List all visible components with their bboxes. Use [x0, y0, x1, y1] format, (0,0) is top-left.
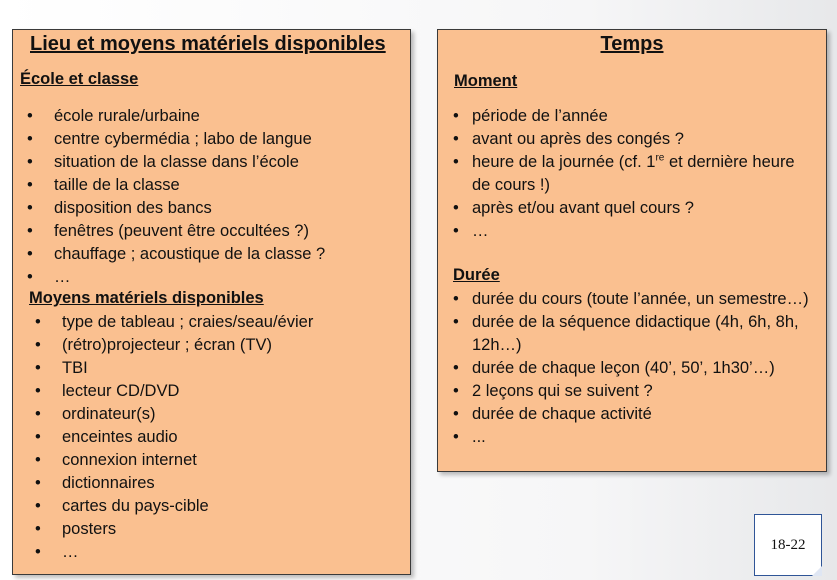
list-item: • enceintes audio [35, 428, 178, 446]
list-item: • situation de la classe dans l’école [27, 153, 299, 171]
moyens-list [35, 311, 313, 564]
list-item: • école rurale/urbaine [27, 107, 200, 125]
list-item: • ordinateur(s) [35, 405, 156, 423]
list-item: • lecteur CD/DVD [35, 382, 180, 400]
list-item: • … [453, 222, 489, 240]
list-item: • … [27, 268, 71, 286]
list-item: • posters [35, 520, 117, 538]
list-item: • connexion internet [35, 451, 197, 469]
list-item: • après et/ou avant quel cours ? [453, 199, 694, 217]
list-item: • fenêtres (peuvent être occultées ?) [27, 222, 309, 240]
list-item: • disposition des bancs [27, 199, 212, 217]
slide-number-badge [754, 514, 822, 576]
left-panel-title: Lieu et moyens matériels disponibles [30, 33, 386, 55]
list-item: • période de l’année [453, 107, 608, 125]
list-item: • 2 leçons qui se suivent ? [453, 382, 653, 400]
moment-list [453, 105, 795, 243]
slide-number: 18-22 [770, 536, 806, 553]
section-moyens-title: Moyens matériels disponibles [29, 289, 264, 307]
list-item: • centre cybermédia ; labo de langue [27, 130, 312, 148]
section-ecole-classe-title: École et classe [20, 70, 139, 88]
list-item: • dictionnaires [35, 474, 155, 492]
list-item: • taille de la classe [27, 176, 180, 194]
list-item: • TBI [35, 359, 88, 377]
left-panel [12, 29, 411, 575]
list-item: • durée du cours (toute l’année, un semestre…) [453, 290, 809, 308]
right-panel [437, 29, 827, 472]
list-item: • (rétro)projecteur ; écran (TV) [35, 336, 272, 354]
list-item: • durée de chaque leçon (40’, 50’, 1h30’…) [453, 359, 775, 377]
list-item: • type de tableau ; craies/seau/évier [35, 313, 314, 331]
list-item: • … [35, 543, 79, 561]
list-item: • durée de chaque activité [453, 405, 652, 423]
list-item: • durée de la séquence didactique (4h, 6h, 8h, 12h…) [453, 313, 799, 354]
section-moment-title: Moment [454, 72, 518, 90]
section-duree-title: Durée [453, 266, 500, 284]
list-item: • avant ou après des congés ? [453, 130, 684, 148]
page-fold-icon [812, 566, 822, 576]
right-panel-title: Temps [600, 33, 664, 55]
list-item: • cartes du pays-cible [35, 497, 209, 515]
duree-list [453, 288, 809, 449]
ecole-classe-list [27, 105, 325, 289]
list-item: • chauffage ; acoustique de la classe ? [27, 245, 326, 263]
list-item: • ... [453, 428, 486, 446]
list-item: • heure de la journée (cf. 1re et dernière heure de cours !) [453, 152, 795, 194]
